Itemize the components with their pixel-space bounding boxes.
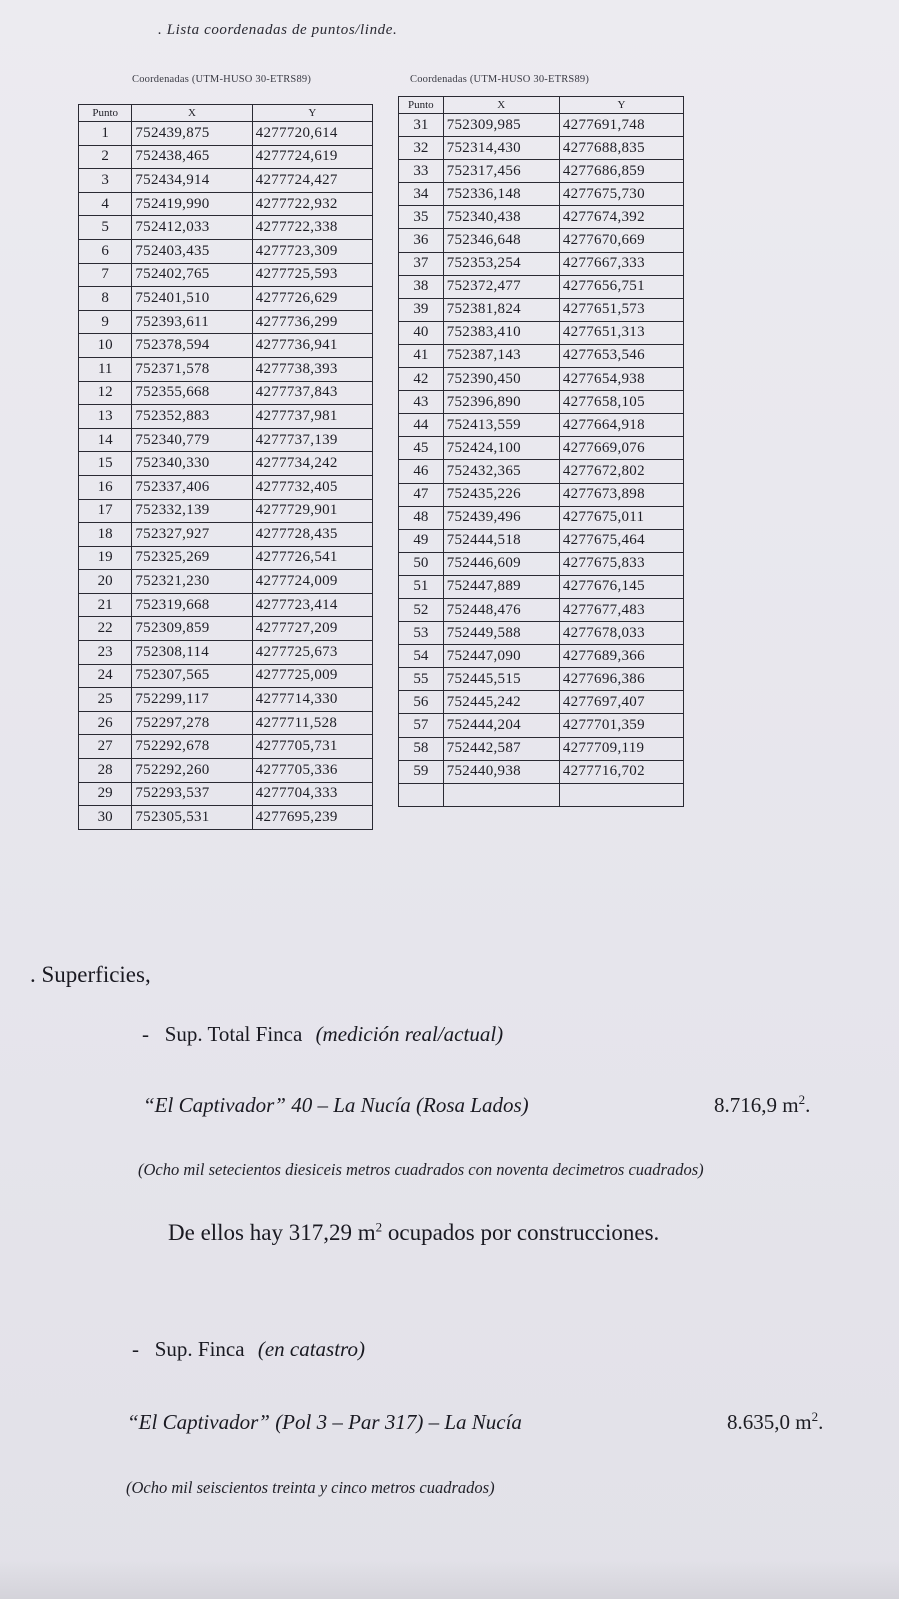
- point-number-cell: 26: [79, 711, 132, 735]
- y-coordinate-cell: 4277672,802: [559, 460, 683, 483]
- x-coordinate-cell: 752412,033: [132, 216, 252, 240]
- table-row: [79, 617, 373, 641]
- x-coordinate-cell: 752353,254: [443, 252, 559, 275]
- y-coordinate-cell: 4277725,673: [252, 641, 372, 665]
- point-number-cell: 24: [79, 664, 132, 688]
- cadastre-area-in-words: (Ocho mil seiscientos treinta y cinco metros cuadrados): [126, 1478, 495, 1497]
- point-number-cell: 39: [399, 298, 444, 321]
- cadastre-surface-label: - Sup. Finca: [132, 1337, 245, 1361]
- x-coordinate-cell: 752346,648: [443, 229, 559, 252]
- point-number-cell: 13: [79, 405, 132, 429]
- x-coordinate-cell: 752372,477: [443, 275, 559, 298]
- x-coordinate-cell: 752305,531: [132, 806, 252, 830]
- y-coordinate-cell: 4277729,901: [252, 499, 372, 523]
- table-row: [79, 499, 373, 523]
- x-coordinate-cell: 752424,100: [443, 437, 559, 460]
- point-number-cell: 53: [399, 622, 444, 645]
- left-table-caption: Coordenadas (UTM-HUSO 30-ETRS89): [132, 74, 312, 85]
- point-number-cell: 36: [399, 229, 444, 252]
- y-coordinate-cell: 4277724,427: [252, 169, 372, 193]
- cadastre-area-exponent: 2: [811, 1409, 819, 1424]
- point-number-cell: 46: [399, 460, 444, 483]
- table-row: [79, 122, 373, 146]
- x-coordinate-cell: 752434,914: [132, 169, 252, 193]
- point-number-cell: 42: [399, 368, 444, 391]
- point-number-cell: 28: [79, 759, 132, 783]
- y-coordinate-cell: 4277675,011: [559, 506, 683, 529]
- table-row: [399, 183, 684, 206]
- table-row: [79, 334, 373, 358]
- y-coordinate-cell: 4277675,730: [559, 183, 683, 206]
- x-coordinate-cell: 752442,587: [443, 737, 559, 760]
- point-number-cell: 37: [399, 252, 444, 275]
- y-coordinate-cell: 4277675,464: [559, 529, 683, 552]
- x-coordinate-cell: 752445,242: [443, 691, 559, 714]
- y-coordinate-cell: 4277656,751: [559, 275, 683, 298]
- y-coordinate-cell: 4277654,938: [559, 368, 683, 391]
- table-row: [79, 475, 373, 499]
- table-row: [79, 523, 373, 547]
- total-area-in-words: (Ocho mil setecientos diesiceis metros cuadrados con noventa decimetros cuadrados): [138, 1160, 704, 1179]
- point-number-cell: 59: [399, 760, 444, 783]
- table-row: [399, 321, 684, 344]
- table-row: [399, 760, 684, 783]
- point-number-cell: 52: [399, 598, 444, 621]
- point-number-cell: 22: [79, 617, 132, 641]
- table-row: [79, 546, 373, 570]
- table-row: [79, 688, 373, 712]
- y-coordinate-cell: 4277691,748: [559, 114, 683, 137]
- y-coordinate-cell: 4277732,405: [252, 475, 372, 499]
- x-coordinate-cell: 752438,465: [132, 145, 252, 169]
- point-number-cell: 21: [79, 593, 132, 617]
- surfaces-heading: . Superficies,: [30, 962, 151, 987]
- point-number-cell: 6: [79, 239, 132, 263]
- x-coordinate-cell: 752321,230: [132, 570, 252, 594]
- x-coordinate-cell: 752393,611: [132, 310, 252, 334]
- x-coordinate-cell: 752445,515: [443, 668, 559, 691]
- point-number-cell: 10: [79, 334, 132, 358]
- y-coordinate-cell: 4277701,359: [559, 714, 683, 737]
- header-punto: Punto: [79, 105, 132, 122]
- table-row: [79, 711, 373, 735]
- table-row: [79, 287, 373, 311]
- table-row: [399, 460, 684, 483]
- y-coordinate-cell: 4277725,593: [252, 263, 372, 287]
- total-surface-qualifier: (medición real/actual): [315, 1022, 504, 1046]
- table-row: [399, 552, 684, 575]
- header-x: X: [132, 105, 252, 122]
- y-coordinate-cell: [559, 783, 683, 806]
- coordinates-table-right: [398, 96, 684, 807]
- y-coordinate-cell: 4277686,859: [559, 160, 683, 183]
- y-coordinate-cell: 4277667,333: [559, 252, 683, 275]
- x-coordinate-cell: 752314,430: [443, 137, 559, 160]
- y-coordinate-cell: 4277677,483: [559, 598, 683, 621]
- table-row: [79, 759, 373, 783]
- point-number-cell: 12: [79, 381, 132, 405]
- cadastre-area: [727, 1410, 823, 1435]
- point-number-cell: 14: [79, 428, 132, 452]
- x-coordinate-cell: 752444,518: [443, 529, 559, 552]
- y-coordinate-cell: 4277716,702: [559, 760, 683, 783]
- point-number-cell: 34: [399, 183, 444, 206]
- x-coordinate-cell: 752447,090: [443, 645, 559, 668]
- total-area-value: 8.716,9 m: [714, 1093, 799, 1117]
- header-y: Y: [559, 97, 683, 114]
- y-coordinate-cell: 4277723,414: [252, 593, 372, 617]
- y-coordinate-cell: 4277734,242: [252, 452, 372, 476]
- point-number-cell: 19: [79, 546, 132, 570]
- y-coordinate-cell: 4277688,835: [559, 137, 683, 160]
- point-number-cell: 25: [79, 688, 132, 712]
- x-coordinate-cell: 752402,765: [132, 263, 252, 287]
- table-row: [79, 664, 373, 688]
- point-number-cell: 32: [399, 137, 444, 160]
- table-row: [79, 239, 373, 263]
- point-number-cell: 41: [399, 344, 444, 367]
- built-area-exponent: 2: [375, 1219, 383, 1235]
- point-number-cell: 56: [399, 691, 444, 714]
- x-coordinate-cell: 752448,476: [443, 598, 559, 621]
- table-row: [79, 452, 373, 476]
- table-row: [399, 298, 684, 321]
- table-row: [399, 137, 684, 160]
- coordinates-table-left: [78, 104, 373, 830]
- y-coordinate-cell: 4277736,299: [252, 310, 372, 334]
- y-coordinate-cell: 4277726,541: [252, 546, 372, 570]
- x-coordinate-cell: 752439,496: [443, 506, 559, 529]
- table-row: [399, 368, 684, 391]
- table-row: [399, 691, 684, 714]
- y-coordinate-cell: 4277736,941: [252, 334, 372, 358]
- x-coordinate-cell: 752401,510: [132, 287, 252, 311]
- table-row: [399, 252, 684, 275]
- y-coordinate-cell: 4277697,407: [559, 691, 683, 714]
- point-number-cell: 8: [79, 287, 132, 311]
- x-coordinate-cell: 752355,668: [132, 381, 252, 405]
- table-row: [399, 344, 684, 367]
- y-coordinate-cell: 4277675,833: [559, 552, 683, 575]
- table-row: [399, 206, 684, 229]
- table-row: [399, 737, 684, 760]
- table-row: [79, 428, 373, 452]
- total-property-name: “El Captivador” 40 – La Nucía (Rosa Lados): [143, 1093, 529, 1117]
- x-coordinate-cell: 752317,456: [443, 160, 559, 183]
- point-number-cell: 9: [79, 310, 132, 334]
- built-area-line: [168, 1220, 659, 1246]
- table-header-row: [399, 97, 684, 114]
- y-coordinate-cell: 4277678,033: [559, 622, 683, 645]
- x-coordinate-cell: 752319,668: [132, 593, 252, 617]
- y-coordinate-cell: 4277724,009: [252, 570, 372, 594]
- table-row: [399, 437, 684, 460]
- table-row: [399, 391, 684, 414]
- x-coordinate-cell: 752309,985: [443, 114, 559, 137]
- x-coordinate-cell: 752327,927: [132, 523, 252, 547]
- x-coordinate-cell: 752340,330: [132, 452, 252, 476]
- total-area-exponent: 2: [798, 1092, 806, 1107]
- x-coordinate-cell: 752396,890: [443, 391, 559, 414]
- y-coordinate-cell: 4277727,209: [252, 617, 372, 641]
- y-coordinate-cell: 4277651,573: [559, 298, 683, 321]
- x-coordinate-cell: 752383,410: [443, 321, 559, 344]
- point-number-cell: 43: [399, 391, 444, 414]
- y-coordinate-cell: 4277728,435: [252, 523, 372, 547]
- total-area-end: .: [805, 1093, 811, 1117]
- x-coordinate-cell: 752340,438: [443, 206, 559, 229]
- table-row: [399, 229, 684, 252]
- x-coordinate-cell: 752332,139: [132, 499, 252, 523]
- x-coordinate-cell: 752352,883: [132, 405, 252, 429]
- point-number-cell: 29: [79, 782, 132, 806]
- y-coordinate-cell: 4277722,932: [252, 192, 372, 216]
- x-coordinate-cell: 752297,278: [132, 711, 252, 735]
- point-number-cell: 31: [399, 114, 444, 137]
- point-number-cell: 57: [399, 714, 444, 737]
- table-row: [79, 357, 373, 381]
- x-coordinate-cell: 752446,609: [443, 552, 559, 575]
- y-coordinate-cell: 4277651,313: [559, 321, 683, 344]
- y-coordinate-cell: 4277689,366: [559, 645, 683, 668]
- table-row: [79, 381, 373, 405]
- x-coordinate-cell: 752440,938: [443, 760, 559, 783]
- y-coordinate-cell: 4277737,981: [252, 405, 372, 429]
- y-coordinate-cell: 4277696,386: [559, 668, 683, 691]
- point-number-cell: 2: [79, 145, 132, 169]
- x-coordinate-cell: 752378,594: [132, 334, 252, 358]
- point-number-cell: 40: [399, 321, 444, 344]
- table-row: [79, 593, 373, 617]
- y-coordinate-cell: 4277737,843: [252, 381, 372, 405]
- table-row: [399, 506, 684, 529]
- header-x: X: [443, 97, 559, 114]
- table-row: [399, 414, 684, 437]
- point-number-cell: 47: [399, 483, 444, 506]
- x-coordinate-cell: 752340,779: [132, 428, 252, 452]
- cadastre-surface-line: [132, 1337, 365, 1362]
- table-header-row: [79, 105, 373, 122]
- y-coordinate-cell: 4277723,309: [252, 239, 372, 263]
- table-row: [79, 735, 373, 759]
- table-row: [399, 598, 684, 621]
- x-coordinate-cell: 752439,875: [132, 122, 252, 146]
- y-coordinate-cell: 4277720,614: [252, 122, 372, 146]
- y-coordinate-cell: 4277676,145: [559, 575, 683, 598]
- header-y: Y: [252, 105, 372, 122]
- point-number-cell: 58: [399, 737, 444, 760]
- table-row: [399, 714, 684, 737]
- point-number-cell: 38: [399, 275, 444, 298]
- table-row: [399, 622, 684, 645]
- y-coordinate-cell: 4277669,076: [559, 437, 683, 460]
- point-number-cell: 48: [399, 506, 444, 529]
- header-punto: Punto: [399, 97, 444, 114]
- point-number-cell: 35: [399, 206, 444, 229]
- table-row: [79, 216, 373, 240]
- y-coordinate-cell: 4277705,731: [252, 735, 372, 759]
- point-number-cell: 15: [79, 452, 132, 476]
- table-row: [79, 782, 373, 806]
- x-coordinate-cell: 752292,678: [132, 735, 252, 759]
- point-number-cell: 4: [79, 192, 132, 216]
- y-coordinate-cell: 4277673,898: [559, 483, 683, 506]
- table-row: [79, 192, 373, 216]
- x-coordinate-cell: 752419,990: [132, 192, 252, 216]
- point-number-cell: 3: [79, 169, 132, 193]
- point-number-cell: 30: [79, 806, 132, 830]
- x-coordinate-cell: 752308,114: [132, 641, 252, 665]
- point-number-cell: [399, 783, 444, 806]
- x-coordinate-cell: 752390,450: [443, 368, 559, 391]
- x-coordinate-cell: 752444,204: [443, 714, 559, 737]
- y-coordinate-cell: 4277714,330: [252, 688, 372, 712]
- table-row: [399, 483, 684, 506]
- table-row: [79, 641, 373, 665]
- y-coordinate-cell: 4277704,333: [252, 782, 372, 806]
- point-number-cell: 27: [79, 735, 132, 759]
- y-coordinate-cell: 4277653,546: [559, 344, 683, 367]
- table-row: [79, 806, 373, 830]
- y-coordinate-cell: 4277737,139: [252, 428, 372, 452]
- point-number-cell: 16: [79, 475, 132, 499]
- x-coordinate-cell: [443, 783, 559, 806]
- y-coordinate-cell: 4277724,619: [252, 145, 372, 169]
- x-coordinate-cell: 752292,260: [132, 759, 252, 783]
- x-coordinate-cell: 752309,859: [132, 617, 252, 641]
- x-coordinate-cell: 752299,117: [132, 688, 252, 712]
- point-number-cell: 55: [399, 668, 444, 691]
- table-row: [399, 645, 684, 668]
- x-coordinate-cell: 752403,435: [132, 239, 252, 263]
- point-number-cell: 18: [79, 523, 132, 547]
- y-coordinate-cell: 4277709,119: [559, 737, 683, 760]
- table-row: [79, 570, 373, 594]
- y-coordinate-cell: 4277725,009: [252, 664, 372, 688]
- table-row: [79, 169, 373, 193]
- point-number-cell: 11: [79, 357, 132, 381]
- y-coordinate-cell: 4277664,918: [559, 414, 683, 437]
- x-coordinate-cell: 752293,537: [132, 782, 252, 806]
- x-coordinate-cell: 752435,226: [443, 483, 559, 506]
- y-coordinate-cell: 4277670,669: [559, 229, 683, 252]
- table-row: [79, 145, 373, 169]
- cadastre-property-name: “El Captivador” (Pol 3 – Par 317) – La Nucía: [127, 1410, 522, 1434]
- x-coordinate-cell: 752337,406: [132, 475, 252, 499]
- table-row: [399, 575, 684, 598]
- x-coordinate-cell: 752381,824: [443, 298, 559, 321]
- y-coordinate-cell: 4277738,393: [252, 357, 372, 381]
- point-number-cell: 50: [399, 552, 444, 575]
- y-coordinate-cell: 4277705,336: [252, 759, 372, 783]
- point-number-cell: 1: [79, 122, 132, 146]
- x-coordinate-cell: 752371,578: [132, 357, 252, 381]
- point-number-cell: 45: [399, 437, 444, 460]
- cadastre-surface-qualifier: (en catastro): [257, 1337, 365, 1361]
- x-coordinate-cell: 752449,588: [443, 622, 559, 645]
- table-row: [79, 405, 373, 429]
- y-coordinate-cell: 4277726,629: [252, 287, 372, 311]
- total-surface-line: [142, 1022, 503, 1047]
- point-number-cell: 49: [399, 529, 444, 552]
- table-row: [399, 783, 684, 806]
- point-number-cell: 7: [79, 263, 132, 287]
- point-number-cell: 33: [399, 160, 444, 183]
- page-edge-shadow: [0, 1559, 899, 1599]
- point-number-cell: 5: [79, 216, 132, 240]
- table-row: [79, 263, 373, 287]
- table-row: [399, 114, 684, 137]
- cadastre-area-value: 8.635,0 m: [727, 1410, 812, 1434]
- table-row: [399, 529, 684, 552]
- x-coordinate-cell: 752413,559: [443, 414, 559, 437]
- right-table-caption: Coordenadas (UTM-HUSO 30-ETRS89): [410, 74, 590, 85]
- x-coordinate-cell: 752432,365: [443, 460, 559, 483]
- x-coordinate-cell: 752307,565: [132, 664, 252, 688]
- built-area-prefix: De ellos hay 317,29 m: [168, 1220, 376, 1245]
- point-number-cell: 20: [79, 570, 132, 594]
- built-area-suffix: ocupados por construcciones.: [382, 1220, 660, 1245]
- x-coordinate-cell: 752336,148: [443, 183, 559, 206]
- total-area: [714, 1093, 810, 1118]
- total-surface-label: - Sup. Total Finca: [142, 1022, 303, 1046]
- y-coordinate-cell: 4277711,528: [252, 711, 372, 735]
- document-title: . Lista coordenadas de puntos/linde.: [158, 22, 398, 38]
- table-row: [79, 310, 373, 334]
- table-row: [399, 668, 684, 691]
- point-number-cell: 23: [79, 641, 132, 665]
- y-coordinate-cell: 4277722,338: [252, 216, 372, 240]
- x-coordinate-cell: 752387,143: [443, 344, 559, 367]
- point-number-cell: 54: [399, 645, 444, 668]
- y-coordinate-cell: 4277674,392: [559, 206, 683, 229]
- x-coordinate-cell: 752325,269: [132, 546, 252, 570]
- cadastre-area-end: .: [818, 1410, 824, 1434]
- x-coordinate-cell: 752447,889: [443, 575, 559, 598]
- y-coordinate-cell: 4277658,105: [559, 391, 683, 414]
- point-number-cell: 17: [79, 499, 132, 523]
- y-coordinate-cell: 4277695,239: [252, 806, 372, 830]
- point-number-cell: 44: [399, 414, 444, 437]
- table-row: [399, 275, 684, 298]
- table-row: [399, 160, 684, 183]
- point-number-cell: 51: [399, 575, 444, 598]
